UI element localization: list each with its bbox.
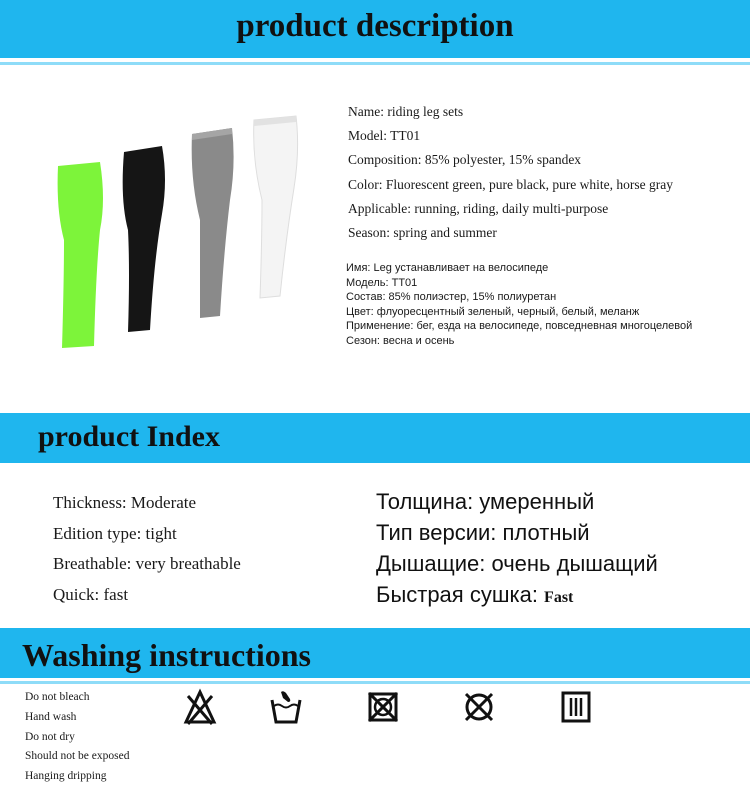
specs-english <box>348 100 673 245</box>
product-description-banner <box>0 0 750 58</box>
drip-dry-icon <box>559 688 593 726</box>
spec-applicable: Applicable: running, riding, daily multi-purpose <box>348 200 609 216</box>
black-leg-sleeve <box>123 146 165 332</box>
wash-item-hand-wash: Hand wash <box>25 710 77 723</box>
white-leg-sleeve <box>254 116 298 298</box>
section-title-product-index: product Index <box>38 420 220 453</box>
index-breathable: Breathable: very breathable <box>53 554 241 573</box>
spec-ru-composition: Состав: 85% полиэстер, 15% полиуретан <box>346 291 557 304</box>
index-thickness: Thickness: Moderate <box>53 493 197 512</box>
green-leg-sleeve <box>58 162 103 348</box>
spec-name: Name: riding leg sets <box>348 104 464 119</box>
no-sun-dry-icon <box>462 688 496 726</box>
spec-composition: Composition: 85% polyester, 15% spandex <box>348 152 582 168</box>
specs-russian <box>346 261 692 349</box>
no-bleach-icon <box>183 688 217 726</box>
index-edition: Edition type: tight <box>53 523 177 543</box>
section-title-product-description: product description <box>236 8 514 44</box>
do-not-dry-icon <box>366 688 400 726</box>
spec-season: Season: spring and summer <box>348 225 497 241</box>
index-quick: Quick: fast <box>53 584 129 604</box>
spec-ru-season: Сезон: весна и осень <box>346 334 455 347</box>
index-russian <box>376 486 658 613</box>
wash-item-hang: Hanging dripping <box>25 770 107 783</box>
leg-sleeves-illustration <box>50 110 310 360</box>
wash-item-no-dry: Do not dry <box>25 730 75 743</box>
index-ru-thickness: Толщина: умеренный <box>376 489 595 514</box>
spec-model: Model: TT01 <box>348 128 421 144</box>
spec-ru-name: Имя: Leg устанавливает на велосипеде <box>346 262 549 274</box>
wash-item-no-bleach: Do not bleach <box>25 691 90 703</box>
product-index-banner <box>0 413 750 463</box>
index-ru-edition: Тип версии: плотный <box>376 520 590 545</box>
index-ru-breathable: Дышащие: очень дышащий <box>376 551 658 576</box>
index-ru-quick-label: Быстрая сушка: <box>376 582 545 607</box>
index-english <box>53 488 241 610</box>
spec-ru-model: Модель: TT01 <box>346 276 418 289</box>
spec-ru-color: Цвет: флуоресцентный зеленый, черный, белый, меланж <box>346 305 640 318</box>
product-image <box>50 110 310 360</box>
hand-wash-icon <box>269 688 303 726</box>
banner-divider <box>0 62 750 65</box>
wash-item-no-sun: Should not be exposed <box>25 750 130 763</box>
washing-instructions-banner <box>0 628 750 678</box>
spec-ru-applicable: Применение: бег, езда на велосипеде, повседневная многоцелевой <box>346 320 693 333</box>
index-ru-quick <box>376 579 658 613</box>
washing-list <box>25 688 129 787</box>
index-ru-quick-value: Fast <box>544 589 574 606</box>
section-title-washing-instructions: Washing instructions <box>22 637 311 673</box>
banner-divider <box>0 681 750 684</box>
spec-color: Color: Fluorescent green, pure black, pure white, horse gray <box>348 176 674 192</box>
gray-leg-sleeve <box>192 128 234 318</box>
